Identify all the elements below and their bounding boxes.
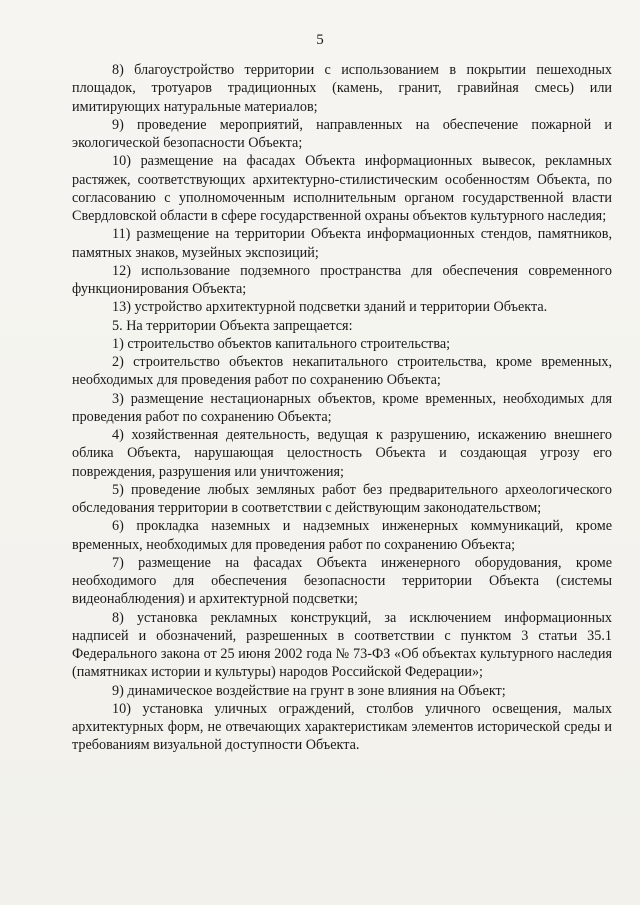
prohibited-item-7: 7) размещение на фасадах Объекта инженерного оборудования, кроме необходимого для обеспечения безопасности территории Объекта (системы видеонаблюдения) и архитектурной подсветки;	[72, 554, 612, 608]
paragraph-item-10-signage: 10) размещение на фасадах Объекта информационных вывесок, рекламных растяжек, соответствующих архитектурно-стилистическим особенностям Объекта, по согласованию с уполномоченным исполнительным органом государственной власти Свердловской области в сфере государственной охраны объектов культурного наследия;	[72, 153, 612, 224]
prohibited-item-3: 3) размещение нестационарных объектов, кроме временных, необходимых для проведения работ по сохранению Объекта;	[72, 390, 612, 425]
paragraph-item-11-stands: 11) размещение на территории Объекта информационных стендов, памятников, памятных знаков, музейных экспозиций;	[72, 226, 612, 261]
prohibited-item-4: 4) хозяйственная деятельность, ведущая к разрушению, искажению внешнего облика Объекта, нарушающая целостность Объекта и создающая угрозу его повреждения, разрушения или уничтожения;	[72, 427, 612, 480]
prohibited-item-8: 8) установка рекламных конструкций, за исключением информационных надписей и обозначений, разрешенных в соответствии с пунктом 3 статьи 35.1 Федерального закона от 25 июня 2002 года № 73-ФЗ «Об объектах культурного наследия (памятниках истории и культуры) народов Российской Федерации»;	[72, 609, 612, 681]
prohibited-item-1: 1) строительство объектов капитального строительства;	[112, 335, 451, 352]
section-heading-prohibited: 5. На территории Объекта запрещается:	[112, 317, 353, 334]
paragraph-item-8-landscaping: 8) благоустройство территории с использованием в покрытии пешеходных площадок, тротуаров традиционных (камень, гранит, гравийная смесь) или имитирующих натуральные материалов;	[72, 62, 612, 115]
paragraph-item-9-safety-measures: 9) проведение мероприятий, направленных на обеспечение пожарной и экологической безопасности Объекта;	[72, 116, 612, 151]
paragraph-item-12-underground: 12) использование подземного пространства для обеспечения современного функционирования Объекта;	[72, 262, 612, 297]
prohibited-item-5: 5) проведение любых земляных работ без предварительного археологического обследования территории в соответствии с действующим законодательством;	[72, 481, 612, 516]
prohibited-item-6: 6) прокладка наземных и надземных инженерных коммуникаций, кроме временных, необходимых для проведения работ по сохранению Объекта;	[72, 518, 612, 553]
paragraph-item-13-lighting: 13) устройство архитектурной подсветки зданий и территории Объекта.	[112, 299, 548, 316]
prohibited-item-2: 2) строительство объектов некапитального строительства, кроме временных, необходимых для проведения работ по сохранению Объекта;	[72, 354, 612, 389]
document-body	[72, 61, 612, 755]
prohibited-item-10: 10) установка уличных ограждений, столбов уличного освещения, малых архитектурных форм, не отвечающих характеристикам элементов исторической среды и требованиям визуальной доступности Объекта.	[72, 700, 612, 754]
page-number: 5	[316, 32, 324, 48]
prohibited-item-9: 9) динамическое воздействие на грунт в зоне влияния на Объект;	[112, 682, 506, 699]
